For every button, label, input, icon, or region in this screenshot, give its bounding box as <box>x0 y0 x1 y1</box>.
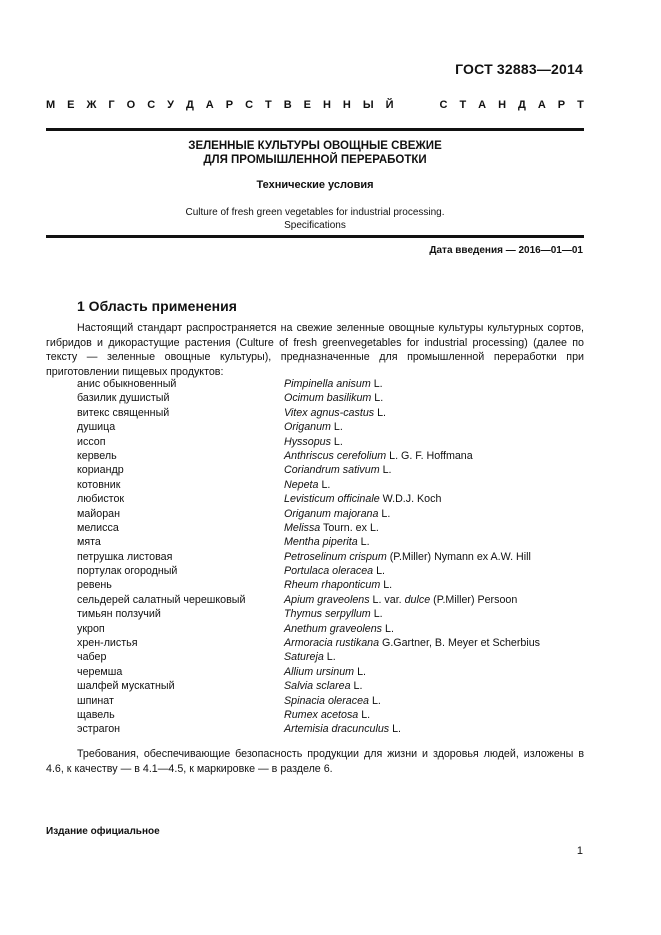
plant-latin-name <box>284 377 584 391</box>
banner-letter: Е <box>67 99 75 111</box>
plant-latin-name <box>284 550 584 564</box>
plant-russian-name: душица <box>77 421 116 434</box>
english-title-line-2: Specifications <box>284 220 346 231</box>
plant-row <box>77 507 584 521</box>
document-subtitle: Технические условия <box>256 179 374 191</box>
plant-russian-name: хрен-листья <box>77 637 138 650</box>
plant-latin-species: Vitex agnus-castus <box>284 406 375 419</box>
top-rule <box>46 128 584 131</box>
plant-russian-name: майоран <box>77 507 120 520</box>
banner-letter: Н <box>322 99 331 111</box>
banner-letter: С <box>439 99 448 111</box>
banner-letter: Й <box>385 99 394 111</box>
plant-russian-name: эстрагон <box>77 723 121 736</box>
banner-letter: С <box>245 99 254 111</box>
plant-author: Tourn. ex L. <box>320 521 379 534</box>
banner-letter: Т <box>577 99 584 111</box>
plant-author: L. <box>382 622 394 635</box>
plant-row <box>77 478 584 492</box>
plant-latin-name <box>284 722 584 736</box>
plant-latin-species: Salvia sclarea <box>284 680 351 693</box>
plant-latin-name <box>284 622 584 636</box>
plant-latin-name <box>284 507 584 521</box>
plant-latin-species: Armoracia rustikana <box>284 637 380 650</box>
plant-author: L. var. <box>369 593 405 606</box>
banner-letter: А <box>205 99 214 111</box>
plant-list <box>77 377 584 737</box>
plant-latin-species: Rumex acetosa <box>284 708 359 721</box>
plant-row <box>77 722 584 736</box>
banner-letter: О <box>126 99 136 111</box>
plant-row <box>77 636 584 650</box>
plant-latin-species: Nepeta <box>284 478 319 491</box>
plant-author: L. <box>378 507 391 520</box>
plant-russian-name: базилик душистый <box>77 392 170 405</box>
plant-author: L. <box>380 579 393 592</box>
plant-row <box>77 550 584 564</box>
plant-latin-name <box>284 449 584 463</box>
plant-row <box>77 593 584 607</box>
banner-letter: Ы <box>362 99 374 111</box>
plant-author: L. <box>323 651 336 664</box>
plant-latin-species: Allium ursinum <box>284 665 355 678</box>
banner-letter: Н <box>342 99 351 111</box>
plant-latin-name <box>284 593 584 607</box>
plant-latin-species: Apium graveolens <box>284 593 370 606</box>
banner-letter: М <box>46 99 56 111</box>
plant-latin-name <box>284 564 584 578</box>
plant-russian-name: петрушка листовая <box>77 550 173 563</box>
page-number: 1 <box>576 845 583 857</box>
banner-letter: Г <box>108 99 115 111</box>
plant-latin-name <box>284 406 584 420</box>
plant-latin-species: Pimpinella anisum <box>284 378 371 390</box>
plant-author: L. <box>358 708 371 721</box>
plant-russian-name: укроп <box>77 622 105 635</box>
plant-russian-name: кориандр <box>77 464 124 477</box>
plant-author: L. <box>368 694 381 707</box>
plant-latin-species: Ocimum basilikum <box>284 392 372 405</box>
english-title <box>46 206 584 232</box>
plant-latin-name <box>284 578 584 592</box>
plant-author: L. <box>370 608 383 621</box>
plant-row <box>77 564 584 578</box>
plant-latin-name <box>284 420 584 434</box>
banner-letter: А <box>537 99 546 111</box>
plant-row <box>77 578 584 592</box>
plant-author: L. <box>318 478 331 491</box>
plant-latin-name <box>284 679 584 693</box>
plant-russian-name: витекс священный <box>77 406 170 419</box>
plant-latin-name <box>284 435 584 449</box>
plant-latin-species: Levisticum officinale <box>284 493 380 506</box>
plant-author: L. <box>354 665 366 678</box>
standard-banner <box>46 99 584 111</box>
banner-letter: Е <box>303 99 311 111</box>
banner-letter: Р <box>225 99 234 111</box>
plant-latin-species: Anethum graveolens <box>284 622 383 635</box>
plant-latin-species: Origanum <box>284 421 331 434</box>
plant-author: (P.Miller) Nymann ex A.W. Hill <box>386 550 531 563</box>
document-code: ГОСТ 32883—2014 <box>455 61 583 77</box>
plant-author: L. <box>357 536 370 549</box>
banner-letter: Д <box>518 99 526 111</box>
plant-russian-name: сельдерей салатный черешковый <box>77 593 246 606</box>
plant-latin-species: Rheum rhaponticum <box>284 579 381 592</box>
plant-row <box>77 463 584 477</box>
plant-russian-name: мелисса <box>77 521 119 534</box>
plant-latin-species: Mentha piperita <box>284 536 358 549</box>
plant-latin-name <box>284 636 584 650</box>
plant-russian-name: черемша <box>77 665 123 678</box>
plant-author: G.Gartner, B. Meyer et Scherbius <box>379 637 541 650</box>
plant-latin-name <box>284 708 584 722</box>
title-line-2: ДЛЯ ПРОМЫШЛЕННОЙ ПЕРЕРАБОТКИ <box>203 154 427 166</box>
plant-latin-species: Origanum majorana <box>284 507 379 520</box>
plant-russian-name: иссоп <box>77 435 106 448</box>
plant-latin-name <box>284 521 584 535</box>
plant-latin-name <box>284 391 584 405</box>
scope-paragraph-text: Настоящий стандарт распространяется на свежие зеленные овощные культуры культурных сортов, гибридов и дикорастущие растения (Culture of fresh greenvegetables for industrial processing) (далее по тексту — зеленные овощные культуры), предназначенные для промышленной переработки при приготовлении пищевых продуктов: <box>46 322 584 378</box>
plant-latin-name <box>284 607 584 621</box>
title-line-1: ЗЕЛЕННЫЕ КУЛЬТУРЫ ОВОЩНЫЕ СВЕЖИЕ <box>188 140 442 152</box>
banner-letter: С <box>147 99 156 111</box>
plant-author: L. <box>389 723 402 736</box>
english-title-line-1: Culture of fresh green vegetables for industrial processing. <box>185 207 445 218</box>
plant-latin-species: Spinacia oleracea <box>284 694 369 707</box>
plant-russian-name: тимьян ползучий <box>77 608 161 621</box>
plant-russian-name: мята <box>77 536 101 549</box>
plant-row <box>77 449 584 463</box>
plant-author: L. <box>373 565 386 578</box>
plant-russian-name: анис обыкновенный <box>77 378 177 390</box>
banner-letter: Т <box>459 99 467 111</box>
plant-russian-name: котовник <box>77 478 121 491</box>
plant-latin-name <box>284 694 584 708</box>
plant-latin-name <box>284 535 584 549</box>
plant-row <box>77 622 584 636</box>
plant-latin-species: Satureja <box>284 651 324 664</box>
plant-author: (P.Miller) Persoon <box>430 593 518 606</box>
plant-latin-species: Petroselinum crispum <box>284 550 387 563</box>
banner-letter: А <box>478 99 487 111</box>
plant-row <box>77 406 584 420</box>
plant-author: L. <box>330 421 343 434</box>
plant-russian-name: любисток <box>77 493 125 506</box>
plant-row <box>77 391 584 405</box>
banner-letter: Н <box>498 99 507 111</box>
plant-row <box>77 377 584 391</box>
banner-letter: В <box>283 99 292 111</box>
plant-row <box>77 420 584 434</box>
banner-letter: У <box>167 99 174 111</box>
plant-author: L. G. F. Hoffmana <box>386 449 473 462</box>
plant-russian-name: кервель <box>77 449 117 462</box>
plant-russian-name: щавель <box>77 708 115 721</box>
plant-row <box>77 535 584 549</box>
section-heading: 1 Область применения <box>77 298 237 314</box>
plant-row <box>77 435 584 449</box>
plant-russian-name: чабер <box>77 651 107 664</box>
introduction-date: Дата введения — 2016—01—01 <box>429 245 583 256</box>
plant-author: L. <box>379 464 392 477</box>
plant-author: L. <box>374 406 386 419</box>
plant-row <box>77 492 584 506</box>
plant-latin-species: Coriandrum sativum <box>284 464 380 477</box>
plant-row <box>77 521 584 535</box>
plant-author: L. <box>370 378 383 390</box>
plant-latin-name <box>284 665 584 679</box>
plant-row <box>77 665 584 679</box>
plant-row <box>77 650 584 664</box>
plant-latin-species: Portulaca oleracea <box>284 565 374 578</box>
plant-russian-name: шалфей мускатный <box>77 680 175 693</box>
plant-russian-name: шпинат <box>77 694 114 707</box>
plant-author: W.D.J. Koch <box>379 493 442 506</box>
plant-russian-name: ревень <box>77 579 112 592</box>
plant-latin-name <box>284 478 584 492</box>
edition-label: Издание официальное <box>46 826 160 837</box>
plant-latin-species: Hyssopus <box>284 435 331 448</box>
requirements-paragraph <box>46 747 584 776</box>
scope-paragraph <box>46 321 584 379</box>
plant-russian-name: портулак огородный <box>77 565 178 578</box>
banner-gap <box>406 99 428 111</box>
banner-letter: Ж <box>86 99 97 111</box>
plant-row <box>77 708 584 722</box>
plant-row <box>77 694 584 708</box>
banner-letter: Т <box>265 99 272 111</box>
plant-latin-variety: dulce <box>404 593 431 606</box>
plant-row <box>77 607 584 621</box>
plant-row <box>77 679 584 693</box>
plant-latin-species: Thymus serpyllum <box>284 608 371 621</box>
bottom-rule <box>46 235 584 238</box>
plant-latin-species: Artemisia dracunculus <box>284 723 390 736</box>
banner-letter: Р <box>557 99 566 111</box>
banner-letter: Д <box>185 99 194 111</box>
plant-latin-species: Anthriscus cerefolium <box>284 449 387 462</box>
plant-author: L. <box>350 680 363 693</box>
plant-latin-name <box>284 463 584 477</box>
requirements-paragraph-text: Требования, обеспечивающие безопасность продукции для жизни и здоровья людей, изложены в 4.6, к качеству — в 4.1—4.5, к маркировке — в разделе 6. <box>46 748 584 775</box>
plant-author: L. <box>371 392 384 405</box>
plant-latin-name <box>284 650 584 664</box>
plant-author: L. <box>330 435 343 448</box>
plant-latin-name <box>284 492 584 506</box>
plant-latin-species: Melissa <box>284 521 321 534</box>
document-title <box>46 139 584 167</box>
